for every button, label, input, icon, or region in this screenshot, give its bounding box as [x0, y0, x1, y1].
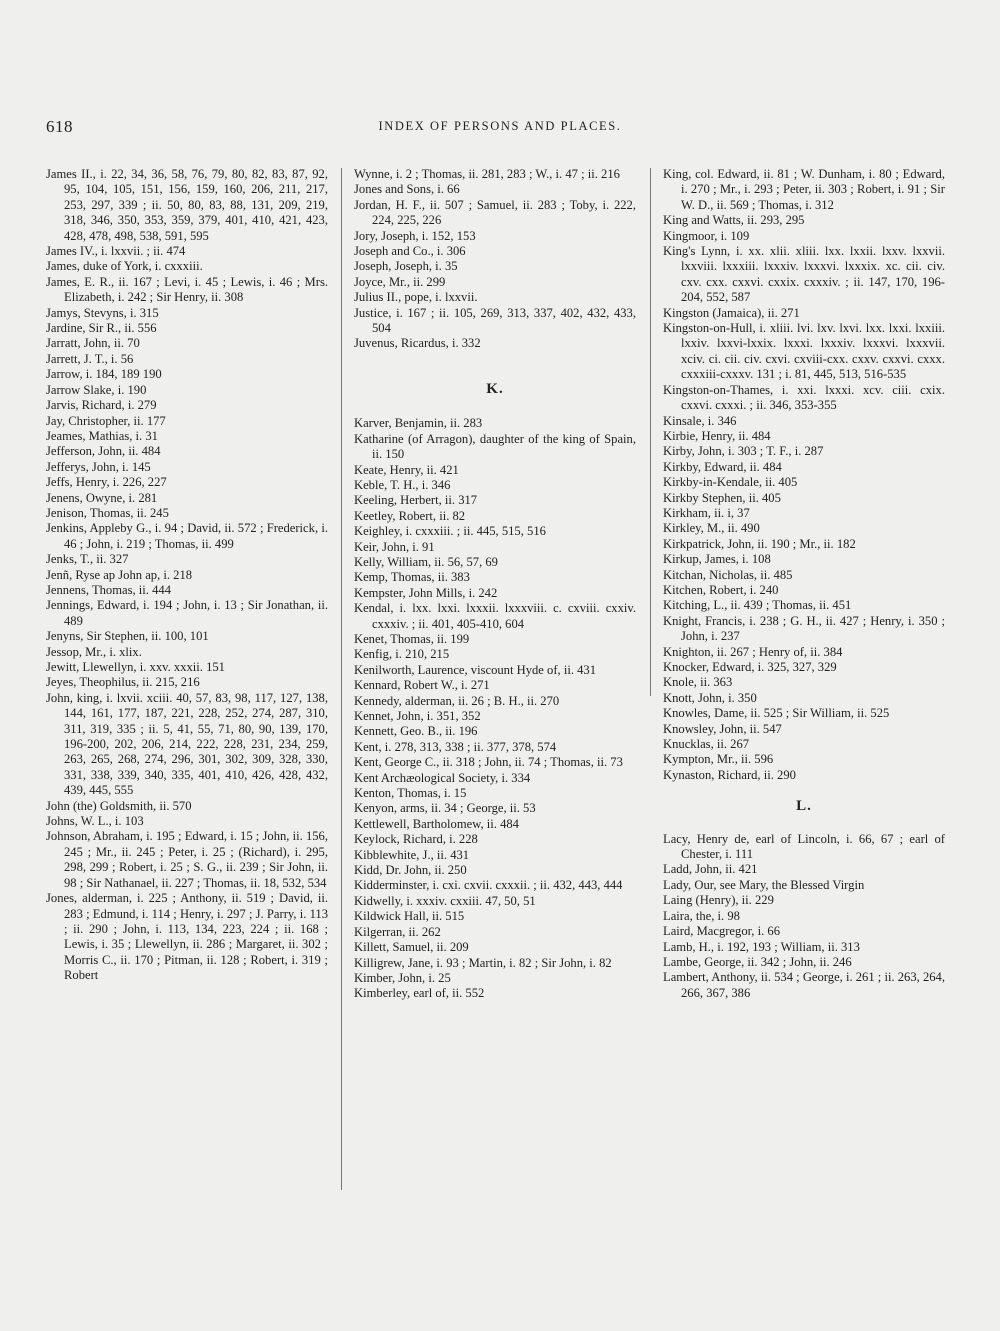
- index-entry: Kettlewell, Bartholomew, ii. 484: [354, 816, 519, 831]
- index-entry: Keeling, Herbert, ii. 317: [354, 493, 478, 508]
- index-entry: Jardine, Sir R., ii. 556: [46, 321, 157, 336]
- index-entry: Kenilworth, Laurence, viscount Hyde of, ii. 431: [354, 662, 597, 677]
- page-header: [46, 117, 954, 137]
- index-entry: Keate, Henry, ii. 421: [354, 462, 459, 477]
- index-entry: Jamys, Stevyns, i. 315: [46, 305, 159, 320]
- index-entry: Jarvis, Richard, i. 279: [46, 398, 157, 413]
- index-entry: Joyce, Mr., ii. 299: [354, 274, 446, 289]
- index-entry: Kirkham, ii. i, 37: [663, 505, 750, 520]
- index-entry: Kirkley, M., ii. 490: [663, 521, 760, 536]
- page-number: 618: [46, 117, 73, 136]
- index-entry: Karver, Benjamin, ii. 283: [354, 416, 483, 431]
- index-entry: Kemp, Thomas, ii. 383: [354, 570, 470, 585]
- index-entry: Jenyns, Sir Stephen, ii. 100, 101: [46, 629, 209, 644]
- index-entry: Jewitt, Llewellyn, i. xxv. xxxii. 151: [46, 660, 225, 674]
- index-entry: Kelly, William, ii. 56, 57, 69: [354, 554, 498, 569]
- index-entry: Kirkby-in-Kendale, ii. 405: [663, 475, 798, 490]
- section-letter-heading: K.: [486, 380, 504, 397]
- index-entry: Kitchan, Nicholas, ii. 485: [663, 567, 793, 582]
- index-entry: Jarrow, i. 184, 189 190: [46, 367, 162, 382]
- index-entry: Jenens, Owyne, i. 281: [46, 490, 158, 505]
- index-entry: Katharine (of Arragon), daughter of the king of Spain, ii. 150: [354, 431, 636, 462]
- index-entry: Kidd, Dr. John, ii. 250: [354, 863, 467, 878]
- index-entry: Laird, Macgregor, i. 66: [663, 924, 780, 939]
- index-entry: Keylock, Richard, i. 228: [354, 832, 478, 847]
- index-entry: Laira, the, i. 98: [663, 908, 740, 923]
- index-entry: Jennens, Thomas, ii. 444: [46, 582, 171, 597]
- index-entry: Jarrett, J. T., i. 56: [46, 351, 134, 366]
- index-entry: King's Lynn, i. xx. xlii. xliii. lxx. lxxii. lxxv. lxxvii. lxxviii. lxxxiii. lxxxiv. lxxxvi. lxxxix. xc. cii. civ. cxv. cxx. cxxvi. cxxix. cxxxiv. ; ii. 147, 170, 196-204, 552, 587: [663, 244, 945, 305]
- index-column-2: [354, 167, 636, 1002]
- index-entry: Kibblewhite, J., ii. 431: [354, 847, 470, 862]
- index-entry: Kennedy, alderman, ii. 26 ; B. H., ii. 270: [354, 693, 560, 708]
- index-entry: Jessop, Mr., i. xlix.: [46, 644, 142, 659]
- index-entry: Kenfig, i. 210, 215: [354, 647, 450, 662]
- index-entry: Jarrow Slake, i. 190: [46, 382, 147, 397]
- index-entry: Keighley, i. cxxxiii. ; ii. 445, 515, 516: [354, 524, 546, 539]
- index-entry: John, king, i. lxvii. xciii. 40, 57, 83, 98, 117, 127, 138, 144, 161, 177, 187, 221, 228, 252, 274, 287, 310, 311, 319, 335 ; ii. 5, 41, 55, 71, 80, 90, 139, 170, 196-200, 202, 206, 214, 222, 228, 231, 234, 259, 263, 265, 268, 274, 296, 301, 302, 309, 328, 330, 331, 338, 339, 340, 335, 401, 410, 426, 428, 432, 439, 445, 555: [46, 690, 328, 798]
- index-entry: King and Watts, ii. 293, 295: [663, 213, 805, 228]
- index-entry: Kidderminster, i. cxi. cxvii. cxxxii. ; ii. 432, 443, 444: [354, 878, 623, 893]
- index-entry: Laing (Henry), ii. 229: [663, 893, 774, 908]
- column-divider: [650, 168, 651, 696]
- index-entry: Knole, ii. 363: [663, 675, 733, 690]
- index-entry: Kenton, Thomas, i. 15: [354, 786, 467, 801]
- index-column-3: [663, 167, 945, 1001]
- index-entry: Jarratt, John, ii. 70: [46, 336, 140, 351]
- index-entry: Julius II., pope, i. lxxvii.: [354, 290, 478, 305]
- index-entry: James II., i. 22, 34, 36, 58, 76, 79, 80, 82, 83, 87, 92, 95, 104, 105, 151, 156, 159, 160, 206, 211, 217, 253, 297, 339 ; ii. 50, 80, 83, 88, 131, 209, 219, 318, 346, 350, 353, 359, 379, 401, 410, 421, 423, 428, 478, 498, 538, 591, 595: [46, 167, 328, 243]
- index-entry: Jordan, H. F., ii. 507 ; Samuel, ii. 283 ; Toby, i. 222, 224, 225, 226: [354, 197, 636, 228]
- index-entry: Joseph and Co., i. 306: [354, 244, 466, 259]
- index-entry: Jenks, T., ii. 327: [46, 552, 129, 567]
- index-entry: Jones and Sons, i. 66: [354, 182, 460, 197]
- index-entry: Kenet, Thomas, ii. 199: [354, 631, 470, 646]
- index-entry: James IV., i. lxxvii. ; ii. 474: [46, 244, 186, 259]
- index-entry: Kirkby Stephen, ii. 405: [663, 490, 781, 505]
- index-entry: Jefferson, John, ii. 484: [46, 444, 161, 459]
- index-entry: Kent, i. 278, 313, 338 ; ii. 377, 378, 574: [354, 739, 557, 754]
- index-entry: James, duke of York, i. cxxxiii.: [46, 259, 203, 274]
- index-entry: Kynaston, Richard, ii. 290: [663, 767, 796, 782]
- index-entry: Jeames, Mathias, i. 31: [46, 428, 158, 443]
- running-title: INDEX OF PERSONS AND PLACES.: [378, 119, 622, 133]
- index-entry: Knocker, Edward, i. 325, 327, 329: [663, 660, 837, 674]
- index-entry: Jenñ, Ryse ap John ap, i. 218: [46, 567, 193, 582]
- index-entry: Lamb, H., i. 192, 193 ; William, ii. 313: [663, 939, 860, 954]
- index-entry: King, col. Edward, ii. 81 ; W. Dunham, i. 80 ; Edward, i. 270 ; Mr., i. 293 ; Peter, ii. 303 ; Robert, i. 91 ; Sir W. D., ii. 569 ; Thomas, i. 312: [663, 167, 945, 212]
- index-entry: Knighton, ii. 267 ; Henry of, ii. 384: [663, 644, 843, 659]
- index-entry: Kent, George C., ii. 318 ; John, ii. 74 ; Thomas, ii. 73: [354, 755, 623, 770]
- index-entry: Kingston-on-Hull, i. xliii. lvi. lxv. lxvi. lxx. lxxi. lxxiii. lxxiv. lxxvi-lxxix. lxxxi. lxxxiv. lxxxvi. lxxxvii. xciv. ci. cii. civ. cxvi. cxviii-cxx. cxxv. cxxvi. cxxx. cxxxiii-cxxxv. 131 ; i. 81, 445, 513, 516-535: [663, 321, 945, 382]
- index-entry: Kilgerran, ii. 262: [354, 924, 441, 939]
- index-entry: Lacy, Henry de, earl of Lincoln, i. 66, 67 ; earl of Chester, i. 111: [663, 831, 945, 862]
- index-entry: Kidwelly, i. xxxiv. cxxiii. 47, 50, 51: [354, 893, 536, 908]
- index-entry: John (the) Goldsmith, ii. 570: [46, 798, 192, 813]
- index-entry: Killigrew, Jane, i. 93 ; Martin, i. 82 ; Sir John, i. 82: [354, 955, 612, 970]
- section-letter-heading: L.: [796, 798, 812, 815]
- index-entry: Ladd, John, ii. 421: [663, 862, 758, 877]
- index-entry: Kirbie, Henry, ii. 484: [663, 428, 771, 443]
- index-entry: Kendal, i. lxx. lxxi. lxxxii. lxxxviii. c. cxviii. cxxiv. cxxxiv. ; ii. 401, 405-410, 604: [354, 601, 636, 631]
- index-entry: Kitching, L., ii. 439 ; Thomas, ii. 451: [663, 598, 852, 613]
- index-entry: Knowsley, John, ii. 547: [663, 721, 782, 736]
- index-entry: Kildwick Hall, ii. 515: [354, 909, 465, 924]
- index-entry: Kent Archæological Society, i. 334: [354, 770, 531, 785]
- index-entry: Keetley, Robert, ii. 82: [354, 508, 466, 523]
- index-entry: Knucklas, ii. 267: [663, 737, 750, 752]
- index-entry: Jenkins, Appleby G., i. 94 ; David, ii. 572 ; Frederick, i. 46 ; John, i. 219 ; Thomas, ii. 499: [46, 521, 328, 551]
- index-entry: Jay, Christopher, ii. 177: [46, 413, 166, 428]
- index-entry: Jeffs, Henry, i. 226, 227: [46, 475, 167, 490]
- column-divider: [341, 168, 342, 1190]
- index-entry: Lady, Our, see Mary, the Blessed Virgin: [663, 877, 865, 892]
- index-entry: Kennet, John, i. 351, 352: [354, 709, 481, 723]
- index-entry: Kirkup, James, i. 108: [663, 552, 771, 567]
- index-entry: Jefferys, John, i. 145: [46, 459, 151, 474]
- index-entry: Wynne, i. 2 ; Thomas, ii. 281, 283 ; W., i. 47 ; ii. 216: [354, 167, 620, 181]
- index-entry: Killett, Samuel, ii. 209: [354, 940, 469, 955]
- index-entry: Kimber, John, i. 25: [354, 970, 451, 985]
- index-entry: Jory, Joseph, i. 152, 153: [354, 228, 476, 243]
- index-entry: Kimberley, earl of, ii. 552: [354, 986, 485, 1001]
- index-entry: Kinsale, i. 346: [663, 413, 737, 428]
- index-entry: Juvenus, Ricardus, i. 332: [354, 336, 481, 351]
- index-entry: Jones, alderman, i. 225 ; Anthony, ii. 519 ; David, ii. 283 ; Edmund, i. 114 ; Henry, i. 297 ; J. Parry, i. 113 ; ii. 290 ; John, i. 113, 134, 223, 224 ; ii. 168 ; Lewis, i. 35 ; Llewellyn, ii. 286 ; Margaret, ii. 302 ; Morris C., ii. 170 ; Pitman, ii. 128 ; Robert, i. 319 ; Robert: [46, 891, 328, 983]
- index-entry: Knight, Francis, i. 238 ; G. H., ii. 427 ; Henry, i. 350 ; John, i. 237: [663, 613, 945, 644]
- index-entry: Kirby, John, i. 303 ; T. F., i. 287: [663, 444, 824, 459]
- index-entry: Kitchen, Robert, i. 240: [663, 582, 779, 597]
- index-entry: Kenyon, arms, ii. 34 ; George, ii. 53: [354, 801, 536, 816]
- index-entry: James, E. R., ii. 167 ; Levi, i. 45 ; Lewis, i. 46 ; Mrs. Elizabeth, i. 242 ; Sir Henry, ii. 308: [46, 274, 328, 305]
- index-entry: Kennard, Robert W., i. 271: [354, 678, 490, 693]
- index-entry: Justice, i. 167 ; ii. 105, 269, 313, 337, 402, 432, 433, 504: [354, 305, 636, 336]
- index-entry: Kirkby, Edward, ii. 484: [663, 459, 782, 474]
- index-entry: Keir, John, i. 91: [354, 539, 435, 554]
- index-entry: Kennett, Geo. B., ii. 196: [354, 724, 478, 739]
- index-entry: Lambe, George, ii. 342 ; John, ii. 246: [663, 954, 852, 969]
- index-entry: Jeyes, Theophilus, ii. 215, 216: [46, 675, 200, 690]
- index-entry: Joseph, Joseph, i. 35: [354, 259, 458, 274]
- index-entry: Kirkpatrick, John, ii. 190 ; Mr., ii. 182: [663, 536, 856, 551]
- index-entry: Knowles, Dame, ii. 525 ; Sir William, ii. 525: [663, 706, 890, 721]
- index-column-1: [46, 167, 328, 984]
- index-entry: Johnson, Abraham, i. 195 ; Edward, i. 15 ; John, ii. 156, 245 ; Mr., ii. 245 ; Peter, i. 25 ; (Richard), i. 295, 298, 299 ; Robert, i. 25 ; S. G., ii. 239 ; Sir John, ii. 98 ; Sir Nathanael, ii. 227 ; Thomas, ii. 18, 532, 534: [46, 829, 328, 890]
- index-entry: Kingston (Jamaica), ii. 271: [663, 305, 800, 320]
- index-entry: Jennings, Edward, i. 194 ; John, i. 13 ; Sir Jonathan, ii. 489: [46, 598, 328, 628]
- index-entry: Knott, John, i. 350: [663, 690, 757, 705]
- index-entry: Kympton, Mr., ii. 596: [663, 752, 774, 767]
- index-entry: Kempster, John Mills, i. 242: [354, 585, 498, 600]
- index-entry: Kingston-on-Thames, i. xxi. lxxxi. xcv. ciii. cxix. cxxvi. cxxxi. ; ii. 346, 353-355: [663, 382, 945, 413]
- index-entry: Keble, T. H., i. 346: [354, 477, 451, 492]
- index-entry: Johns, W. L., i. 103: [46, 814, 144, 829]
- index-entry: Kingmoor, i. 109: [663, 228, 750, 243]
- index-entry: Lambert, Anthony, ii. 534 ; George, i. 261 ; ii. 263, 264, 266, 367, 386: [663, 970, 945, 1000]
- index-entry: Jenison, Thomas, ii. 245: [46, 505, 169, 520]
